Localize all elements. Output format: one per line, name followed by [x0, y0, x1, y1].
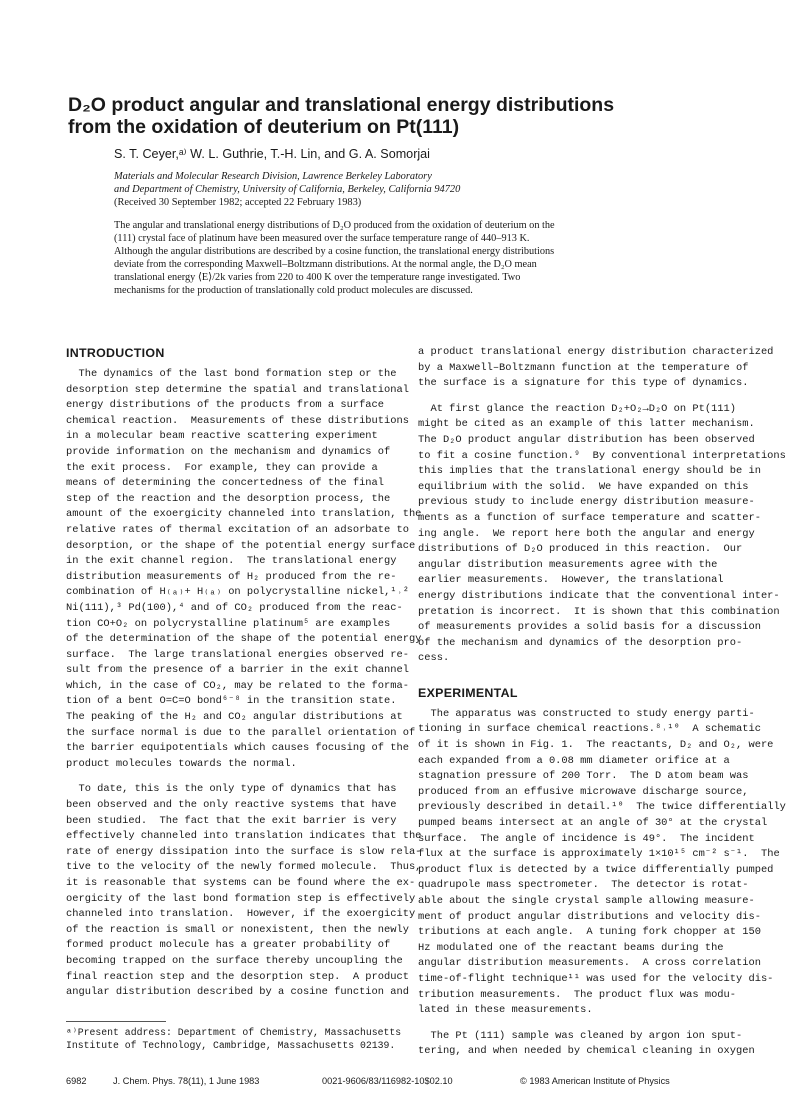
abstract-line: Although the angular distributions are described by a cosine function, the translational energy distributions [114, 246, 555, 258]
abstract-line: mechanisms for the production of translationally cold product molecules are discussed. [114, 285, 473, 297]
text-line: step of the reaction and the desorption process, the [66, 492, 391, 505]
abstract-line: The angular and translational energy distributions of D₂O produced from the oxidation of deuterium on the [114, 220, 555, 231]
intro-paragraph-4 [418, 402, 786, 667]
text-line: the exit process. For example, they can provide a [66, 461, 378, 474]
text-line: amount of the exoergicity channeled into translation, the [66, 508, 422, 521]
text-line: pumped beams intersect at an angle of 30° at the crystal [418, 817, 768, 830]
text-line: it is reasonable that systems can be found where the ex- [66, 877, 416, 889]
text-line: chemical reaction. Measurements of these distributions [66, 414, 409, 427]
text-line: relative rates of thermal excitation of an adsorbate to [66, 523, 409, 536]
footnote-rule [66, 1021, 166, 1022]
text-line: by a Maxwell–Boltzmann function at the temperature of [418, 361, 749, 374]
text-line: combination of H₍ₐ₎+ H₍ₐ₎ on polycrystalline nickel,¹˒² [66, 586, 410, 599]
abstract-line: translational energy ⟨E⟩/2k varies from 220 to 400 K over the temperature range investigated. Two [114, 272, 521, 284]
text-line: Hz modulated one of the reactant beams during the [418, 941, 724, 954]
journal-citation: J. Chem. Phys. 78(11), 1 June 1983 [113, 1076, 260, 1086]
text-line: The Pt (111) sample was cleaned by argon ion sput- [418, 1029, 743, 1042]
text-line: product molecules towards the normal. [66, 757, 297, 770]
text-line: The peaking of the H₂ and CO₂ angular distributions at [66, 711, 403, 724]
text-line: quadrupole mass spectrometer. The detector is rotat- [418, 879, 749, 892]
text-line: angular distribution described by a cosine function and [66, 986, 409, 999]
text-line: previously described in detail.¹⁰ The twice differentially [418, 801, 786, 814]
text-line: a product translational energy distribution characterized [418, 346, 774, 358]
text-line: earlier measurements. However, the translational [418, 574, 724, 587]
experimental-heading: EXPERIMENTAL [418, 685, 518, 700]
text-line: formed product molecule has a greater probability of [66, 939, 391, 952]
abstract-line: (111) crystal face of platinum have been measured over the surface temperature range of 440–913 K. [114, 233, 530, 245]
text-line: Ni(111),³ Pd(100),⁴ and of CO₂ produced from the reac- [66, 601, 403, 614]
text-line: tribution measurements. The product flux was modu- [418, 988, 737, 1001]
text-line: oergicity of the last bond formation step is effectively [66, 892, 416, 905]
intro-paragraph-1 [66, 367, 422, 772]
text-line: been observed and the only reactive systems that have [66, 799, 397, 812]
text-line: desorption step determine the spatial and translational [66, 383, 409, 396]
text-line: ment of product angular distributions and velocity dis- [418, 910, 761, 923]
text-line: energy distributions of the products from a surface [66, 399, 385, 412]
text-line: produced from an effusive microwave discharge source, [418, 785, 749, 798]
text-line: To date, this is the only type of dynamics that has [66, 783, 397, 796]
text-line: distributions of D₂O produced in this reaction. Our [418, 543, 743, 556]
text-line: provide information on the mechanism and dynamics of [66, 445, 391, 458]
introduction-heading: INTRODUCTION [66, 346, 165, 360]
received-dates: (Received 30 September 1982; accepted 22 February 1983) [114, 197, 362, 208]
text-line: lated in these measurements. [418, 1004, 593, 1017]
text-line: tributions at each angle. A tuning fork chopper at 150 [418, 926, 761, 939]
experimental-paragraph-1 [418, 707, 786, 1019]
footnote-line: Institute of Technology, Cambridge, Massachusetts 02139. [66, 1040, 396, 1051]
text-line: rate of energy dissipation into the surface is slow rela- [66, 845, 422, 858]
text-line: angular distribution measurements agree with the [418, 558, 718, 571]
text-line: ments as a function of surface temperature and scatter- [418, 511, 761, 524]
text-line: each expanded from a 0.08 mm diameter orifice at a [418, 754, 730, 767]
text-line: ing angle. We report here both the angular and energy [418, 527, 755, 540]
text-line: The D₂O product angular distribution has been observed [418, 433, 755, 446]
text-line: time-of-flight technique¹¹ was used for the velocity dis- [418, 972, 774, 985]
text-line: sult from the presence of a barrier in the exit channel [66, 664, 409, 677]
text-line: the barrier equipotentials which causes focusing of the [66, 742, 409, 755]
abstract-line: deviate from the corresponding Maxwell–Boltzmann distributions. At the normal angle, the D₂O mean [114, 259, 537, 271]
text-line: tering, and when needed by chemical cleaning in oxygen [418, 1045, 755, 1058]
text-line: equilibrium with the solid. We have expanded on this [418, 480, 749, 493]
text-line: the surface normal is due to the parallel orientation of [66, 726, 416, 739]
article-code: 0021-9606/83/116982-10$02.10 [322, 1076, 453, 1086]
text-line: effectively channeled into translation indicates that the [66, 830, 422, 843]
text-line: surface. The large translational energies observed re- [66, 648, 409, 661]
copyright-notice: © 1983 American Institute of Physics [520, 1076, 670, 1086]
text-line: desorption, or the shape of the potential energy surface [66, 539, 416, 552]
text-line: previous study to include energy distribution measure- [418, 496, 755, 509]
text-line: surface. The angle of incidence is 49°. The incident [418, 832, 755, 845]
affiliation [114, 170, 714, 209]
affiliation-line-2: and Department of Chemistry, University of California, Berkeley, California 94720 [114, 184, 461, 195]
footnote-line: ᵃ⁾Present address: Department of Chemistry, Massachusetts [66, 1027, 402, 1038]
text-line: angular distribution measurements. A cross correlation [418, 957, 761, 970]
title-line-2: from the oxidation of deuterium on Pt(111) [68, 116, 460, 138]
text-line: The dynamics of the last bond formation step or the [66, 368, 397, 380]
right-column [418, 345, 786, 1060]
text-line: means of determining the concertedness of the final [66, 477, 385, 490]
text-line: cess. [418, 652, 450, 665]
text-line: of the determination of the shape of the potential energy [66, 633, 422, 646]
text-line: which, in the case of CO₂, may be related to the forma- [66, 679, 409, 692]
text-line: been studied. The fact that the exit barrier is very [66, 814, 397, 827]
article-title [68, 94, 768, 138]
text-line: of the mechanism and dynamics of the desorption pro- [418, 636, 743, 649]
text-line: channeled into translation. However, if the exoergicity [66, 908, 416, 921]
abstract [114, 219, 600, 298]
text-line: this implies that the translational energy should be in [418, 465, 761, 478]
text-line: might be cited as an example of this latter mechanism. [418, 418, 755, 431]
author-list: S. T. Ceyer,ᵃ⁾ W. L. Guthrie, T.-H. Lin, and G. A. Somorjai [114, 147, 430, 161]
text-line: The apparatus was constructed to study energy parti- [418, 707, 755, 720]
affiliation-line-1: Materials and Molecular Research Division, Lawrence Berkeley Laboratory [114, 171, 432, 182]
text-line: of the reaction is small or nonexistent, then the newly [66, 923, 409, 936]
text-line: product flux is detected by a twice differentially pumped [418, 863, 774, 876]
text-line: of measurements provides a solid basis for a discussion [418, 621, 761, 634]
page-footer [0, 1076, 812, 1090]
text-line: able about the single crystal sample allowing measure- [418, 895, 755, 907]
text-line: the surface is a signature for this type of dynamics. [418, 377, 749, 390]
text-line: distribution measurements of H₂ produced from the re- [66, 570, 397, 583]
text-line: in a molecular beam reactive scattering experiment [66, 430, 378, 443]
text-line: flux at the surface is approximately 1×10¹⁵ cm⁻² s⁻¹. The [418, 848, 780, 861]
text-line: tion of a bent O=C=O bond⁶⁻⁸ in the transition state. [66, 695, 397, 708]
page-number: 6982 [66, 1076, 87, 1086]
text-line: pretation is incorrect. It is shown that this combination [418, 605, 780, 618]
intro-paragraph-3 [418, 345, 774, 392]
text-line: to fit a cosine function.⁹ By conventional interpretations [418, 449, 786, 462]
text-line: energy distributions indicate that the conventional inter- [418, 589, 780, 602]
text-line: At first glance the reaction D₂+O₂→D₂O on Pt(111) [418, 402, 737, 415]
text-line: becoming trapped on the surface thereby uncoupling the [66, 954, 403, 967]
text-line: of it is shown in Fig. 1. The reactants, D₂ and O₂, were [418, 739, 774, 752]
text-line: tion CO+O₂ on polycrystalline platinum⁵ are examples [66, 617, 391, 630]
left-column [66, 345, 422, 1001]
text-line: final reaction step and the desorption step. A product [66, 970, 409, 983]
title-line-1: D₂O product angular and translational energy distributions [68, 94, 615, 116]
text-line: tioning in surface chemical reactions.⁸˒¹⁰ A schematic [418, 723, 761, 736]
text-line: stagnation pressure of 200 Torr. The D atom beam was [418, 770, 749, 783]
experimental-paragraph-2 [418, 1029, 755, 1060]
footnote [66, 1026, 402, 1052]
intro-paragraph-2 [66, 782, 422, 1000]
text-line: in the exit channel region. The translational energy [66, 555, 397, 568]
text-line: tive to the velocity of the newly formed molecule. Thus, [66, 861, 422, 874]
